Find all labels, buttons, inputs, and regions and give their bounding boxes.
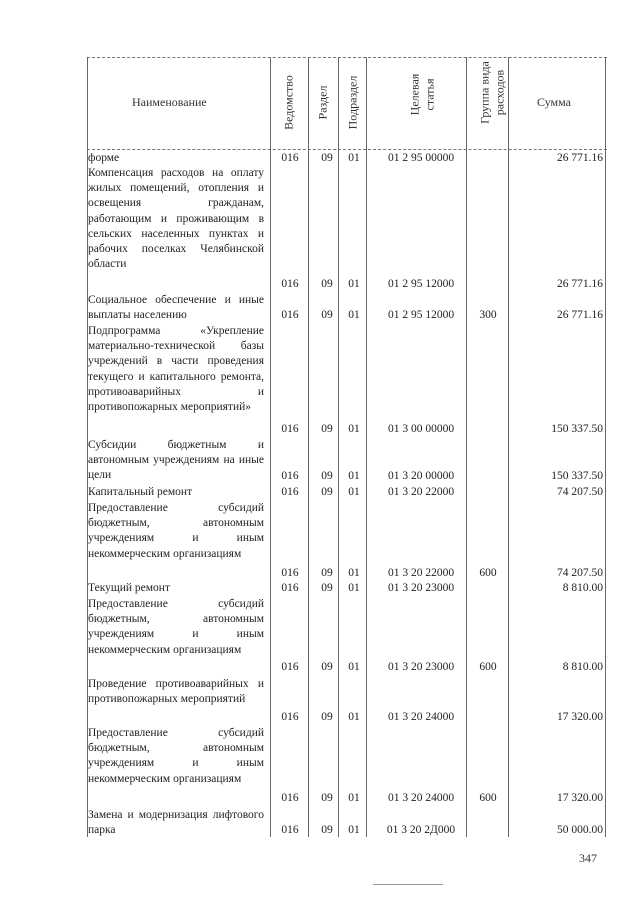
row-ved: 016 [281,582,299,594]
row-ved: 016 [281,423,299,435]
row-razd: 09 [321,582,333,594]
row-name: форме [88,152,120,164]
row-cs: 01 3 20 24000 [387,792,455,804]
col-line-right [605,57,606,837]
header-summa: Сумма [537,95,571,109]
row-razd: 09 [321,470,333,482]
row-razd: 09 [321,278,333,290]
row-razd: 09 [321,152,333,164]
row-cs: 01 3 20 24000 [387,711,455,723]
row-podr: 01 [348,278,360,290]
header-vedomstvo: Ведомство [281,75,296,130]
row-cs: 01 3 20 23000 [387,582,455,594]
row-razd: 09 [321,423,333,435]
row-gvr: 600 [479,567,497,579]
row-cs: 01 3 20 22000 [387,486,455,498]
col-line-podr [366,57,367,837]
row-name: Замена и модернизация лифтового парка [88,809,264,837]
row-name: Подпрограмма «Укрепление материально-технической базы учреждений в части проведения текущего и капитального ремонта, противоаварийных и противопожарных мероприятий» [88,325,264,414]
row-sum: 8 810.00 [562,661,603,673]
row-cs: 01 2 95 12000 [387,278,455,290]
col-line-name [270,57,271,837]
row-name: Проведение противоаварийных и противопожарных мероприятий [88,678,264,706]
row-name: Текущий ремонт [88,582,170,594]
row-sum: 17 320.00 [557,792,603,804]
header-gruppa-2: расходов [492,69,507,116]
row-name: Капитальный ремонт [88,486,193,498]
header-razdel: Раздел [315,85,330,120]
row-name: Предоставление субсидий бюджетным, автономным учреждениям и иным некоммерческим организациям [88,727,264,785]
row-razd: 09 [321,824,333,836]
header-podrazdel: Подраздел [345,75,360,130]
row-ved: 016 [281,486,299,498]
col-line-ved [308,57,309,837]
header-celevaya-2: статья [422,78,437,111]
row-ved: 016 [281,567,299,579]
row-name: Субсидии бюджетным и автономным учреждениям на иные цели [88,439,264,482]
row-podr: 01 [348,661,360,673]
row-name: Предоставление субсидий бюджетным, автономным учреждениям и иным некоммерческим организациям [88,502,264,560]
row-razd: 09 [321,486,333,498]
row-name: Предоставление субсидий бюджетным, автономным учреждениям и иным некоммерческим организациям [88,598,264,656]
row-cs: 01 3 00 00000 [387,423,455,435]
row-podr: 01 [348,152,360,164]
row-podr: 01 [348,567,360,579]
row-podr: 01 [348,470,360,482]
row-gvr: 600 [479,792,497,804]
row-cs: 01 3 20 23000 [387,661,455,673]
row-cs: 01 3 20 00000 [387,470,455,482]
row-podr: 01 [348,824,360,836]
row-ved: 016 [281,470,299,482]
row-cs: 01 2 95 00000 [387,152,455,164]
row-sum: 26 771.16 [557,152,603,164]
row-name: Компенсация расходов на оплату жилых помещений, отопления и освещения гражданам, работающим и проживающим в сельских населенных пунктах и рабочих поселках Челябинской области [88,167,264,271]
row-razd: 09 [321,567,333,579]
row-sum: 150 337.50 [551,470,603,482]
row-razd: 09 [321,711,333,723]
row-cs: 01 2 95 12000 [387,309,455,321]
row-sum: 74 207.50 [557,486,603,498]
row-podr: 01 [348,711,360,723]
header-name: Наименование [132,95,207,109]
row-razd: 09 [321,309,333,321]
row-gvr: 300 [479,309,497,321]
col-line-cs [466,57,467,837]
row-cs: 01 3 20 2Д000 [386,824,456,836]
row-podr: 01 [348,486,360,498]
row-sum: 74 207.50 [557,567,603,579]
row-sum: 50 000.00 [557,824,603,836]
row-ved: 016 [281,711,299,723]
row-podr: 01 [348,309,360,321]
row-ved: 016 [281,824,299,836]
row-podr: 01 [348,423,360,435]
row-razd: 09 [321,661,333,673]
row-sum: 26 771.16 [557,309,603,321]
header-top-rule [87,57,607,58]
row-podr: 01 [348,792,360,804]
row-sum: 17 320.00 [557,711,603,723]
row-sum: 26 771.16 [557,278,603,290]
row-ved: 016 [281,661,299,673]
page-number: 347 [579,851,597,865]
row-ved: 016 [281,309,299,321]
row-cs: 01 3 20 22000 [387,567,455,579]
header-bottom-rule [87,149,607,150]
row-sum: 150 337.50 [551,423,603,435]
row-ved: 016 [281,152,299,164]
header-celevaya-1: Целевая [407,73,422,116]
row-razd: 09 [321,792,333,804]
row-ved: 016 [281,278,299,290]
row-ved: 016 [281,792,299,804]
row-podr: 01 [348,582,360,594]
row-gvr: 600 [479,661,497,673]
row-sum: 8 810.00 [562,582,603,594]
row-name: Социальное обеспечение и иные выплаты населению [88,294,264,322]
footer-rule [373,884,443,885]
header-gruppa-1: Группа вида [477,61,492,124]
